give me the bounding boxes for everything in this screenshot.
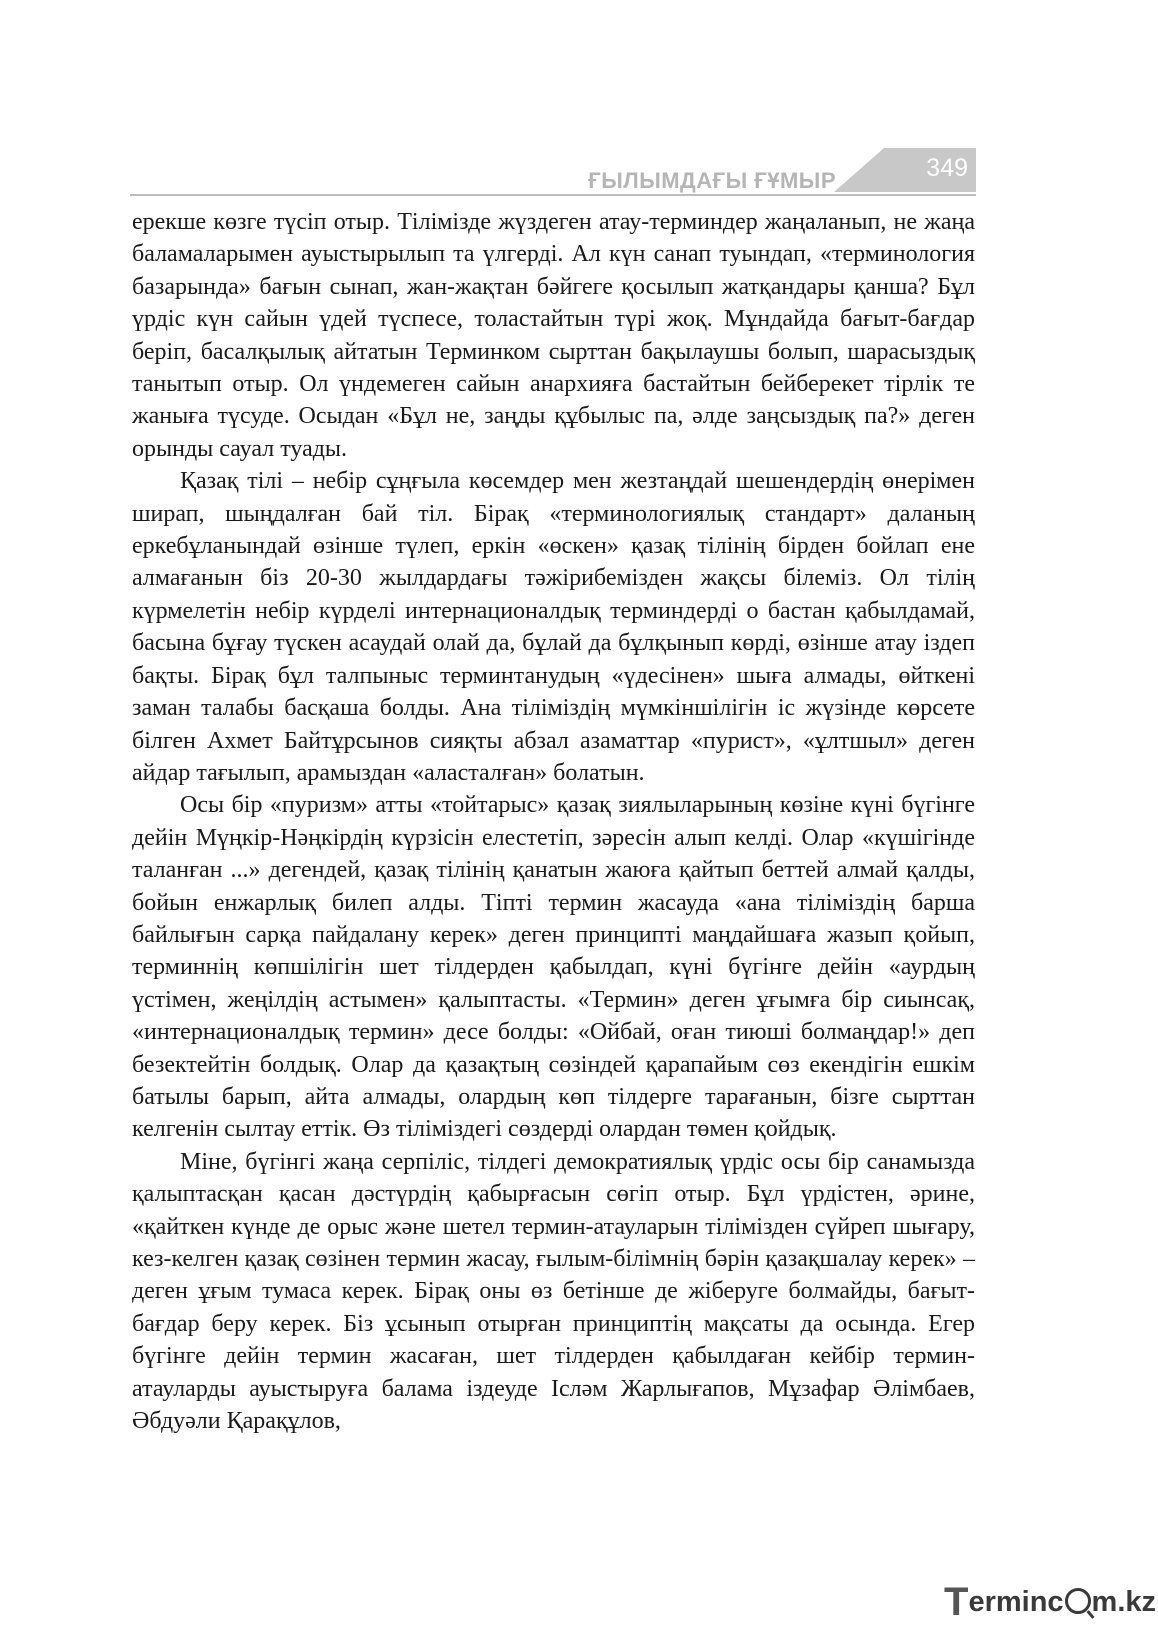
header-rule (130, 194, 976, 196)
magnifier-icon (1065, 1588, 1091, 1614)
body-text (132, 206, 975, 1437)
paragraph: ерекше көзге түсіп отыр. Тілімізде жүздеген атау-терминдер жаңаланып, не жаңа баламаларымен ауыстырылып та үлгерді. Ал күн санап туындап, «терминология базарында» бағын сынап, жан-жақтан бәйгеге қосылып жатқандары қанша? Бұл үрдіс күн сайын үдей түспесе, толастайтын түрі жоқ. Мұндайда бағыт-бағдар беріп, басалқылық айтатын Терминком сырттан бақылаушы болып, шарасыздық танытып отыр. Ол үндемеген сайын анархияға бастайтын бейберекет тірлік те жаныға түсуде. Осыдан «Бұл не, заңды құбылыс па, әлде заңсыздық па?» деген орынды сауал туады. (132, 209, 975, 462)
watermark-text-start: erminc (968, 1586, 1064, 1618)
termincom-watermark (944, 1580, 1156, 1625)
paragraph: Осы бір «пуризм» атты «тойтарыс» қазақ зиялыларының көзіне күні бүгінге дейін Мүңкір-Нәңкірдің күрзісін елестетіп, зәресін алып келді. Олар «күшігінде таланған ...» дегендей, қазақ тілінің қанатын жаюға қайтып беттей алмай қалды, бойын енжарлық билеп алды. Тіпті термин жасауда «ана тіліміздің барша байлығын сарқа пайдалану керек» деген принципті маңдайшаға жазып қойып, терминнің көпшілігін шет тілдерден қабылдап, күні бүгінге дейін «аурдың үстімен, жеңілдің астымен» қалыптасты. «Термин» деген ұғымға бір сиынсақ, «интернационалдық термин» десе болды: «Ойбай, оған тиюші болмаңдар!» деп безектейтін болдық. Олар да қазақтың сөзіндей қарапайым сөз екендігін ешкім батылы барып, айта алмады, олардың көп тілдерге тарағанын, бізге сырттан келгенін сылтау еттік. Өз тіліміздегі сөздерді олардан төмен қойдық. (132, 792, 975, 1143)
running-header (130, 148, 976, 196)
header-title: ҒЫЛЫМДАҒЫ ҒҰМЫР (588, 168, 836, 193)
paragraph: Қазақ тілі – небір сұңғыла көсемдер мен жезтаңдай шешендердің өнерімен ширап, шыңдалған бай тіл. Бірақ «терминологиялық стандарт» даланың еркебұланындай өзінше түлеп, еркін «өскен» қазақ тілінің бірден бойлап ене алмағанын біз 20-30 жылдардағы тәжірибемізден жақсы білеміз. Ол тілің күрмелетін небір күрделі интернационалдық терминдерді о бастан қабылдамай, басына бұғау түскен асаудай олай да, бұлай да бұлқынып көрді, өзінше атау іздеп бақты. Бірақ бұл талпыныс терминтанудың «үдесінен» шыға алмады, өйткені заман талабы басқаша болды. Ана тіліміздің мүмкіншілігін іс жүзінде көрсете білген Ахмет Байтұрсынов сияқты абзал азаматтар «пурист», «ұлтшыл» деген айдар тағылып, арамыздан «аласталған» болатын. (132, 468, 975, 786)
paragraph: Міне, бүгінгі жаңа серпіліс, тілдегі демократиялық үрдіс осы бір санамызда қалыптасқан қасан дәстүрдің қабырғасын сөгіп отыр. Бұл үрдістен, әрине, «қайткен күнде де орыс және шетел термин-атауларын тілімізден сүйреп шығару, кез-келген қазақ сөзінен термин жасау, ғылым-білімнің бәрін қазақшалау керек» – деген ұғым тумаса керек. Бірақ оны өз бетінше де жіберуге болмайды, бағыт-бағдар беру керек. Біз ұсынып отырған принциптің мақсаты да осында. Егер бүгінге дейін термин жасаған, шет тілдерден қабылдаған кейбір термин-атауларды ауыстыруға балама іздеуде Ісләм Жарлығапов, Мұзафар Әлімбаев, Әбдуәли Қарақұлов, (132, 1148, 975, 1435)
watermark-text-end: m.kz (1091, 1586, 1157, 1618)
watermark-initial: T (944, 1580, 969, 1624)
page-number: 349 (926, 154, 968, 182)
